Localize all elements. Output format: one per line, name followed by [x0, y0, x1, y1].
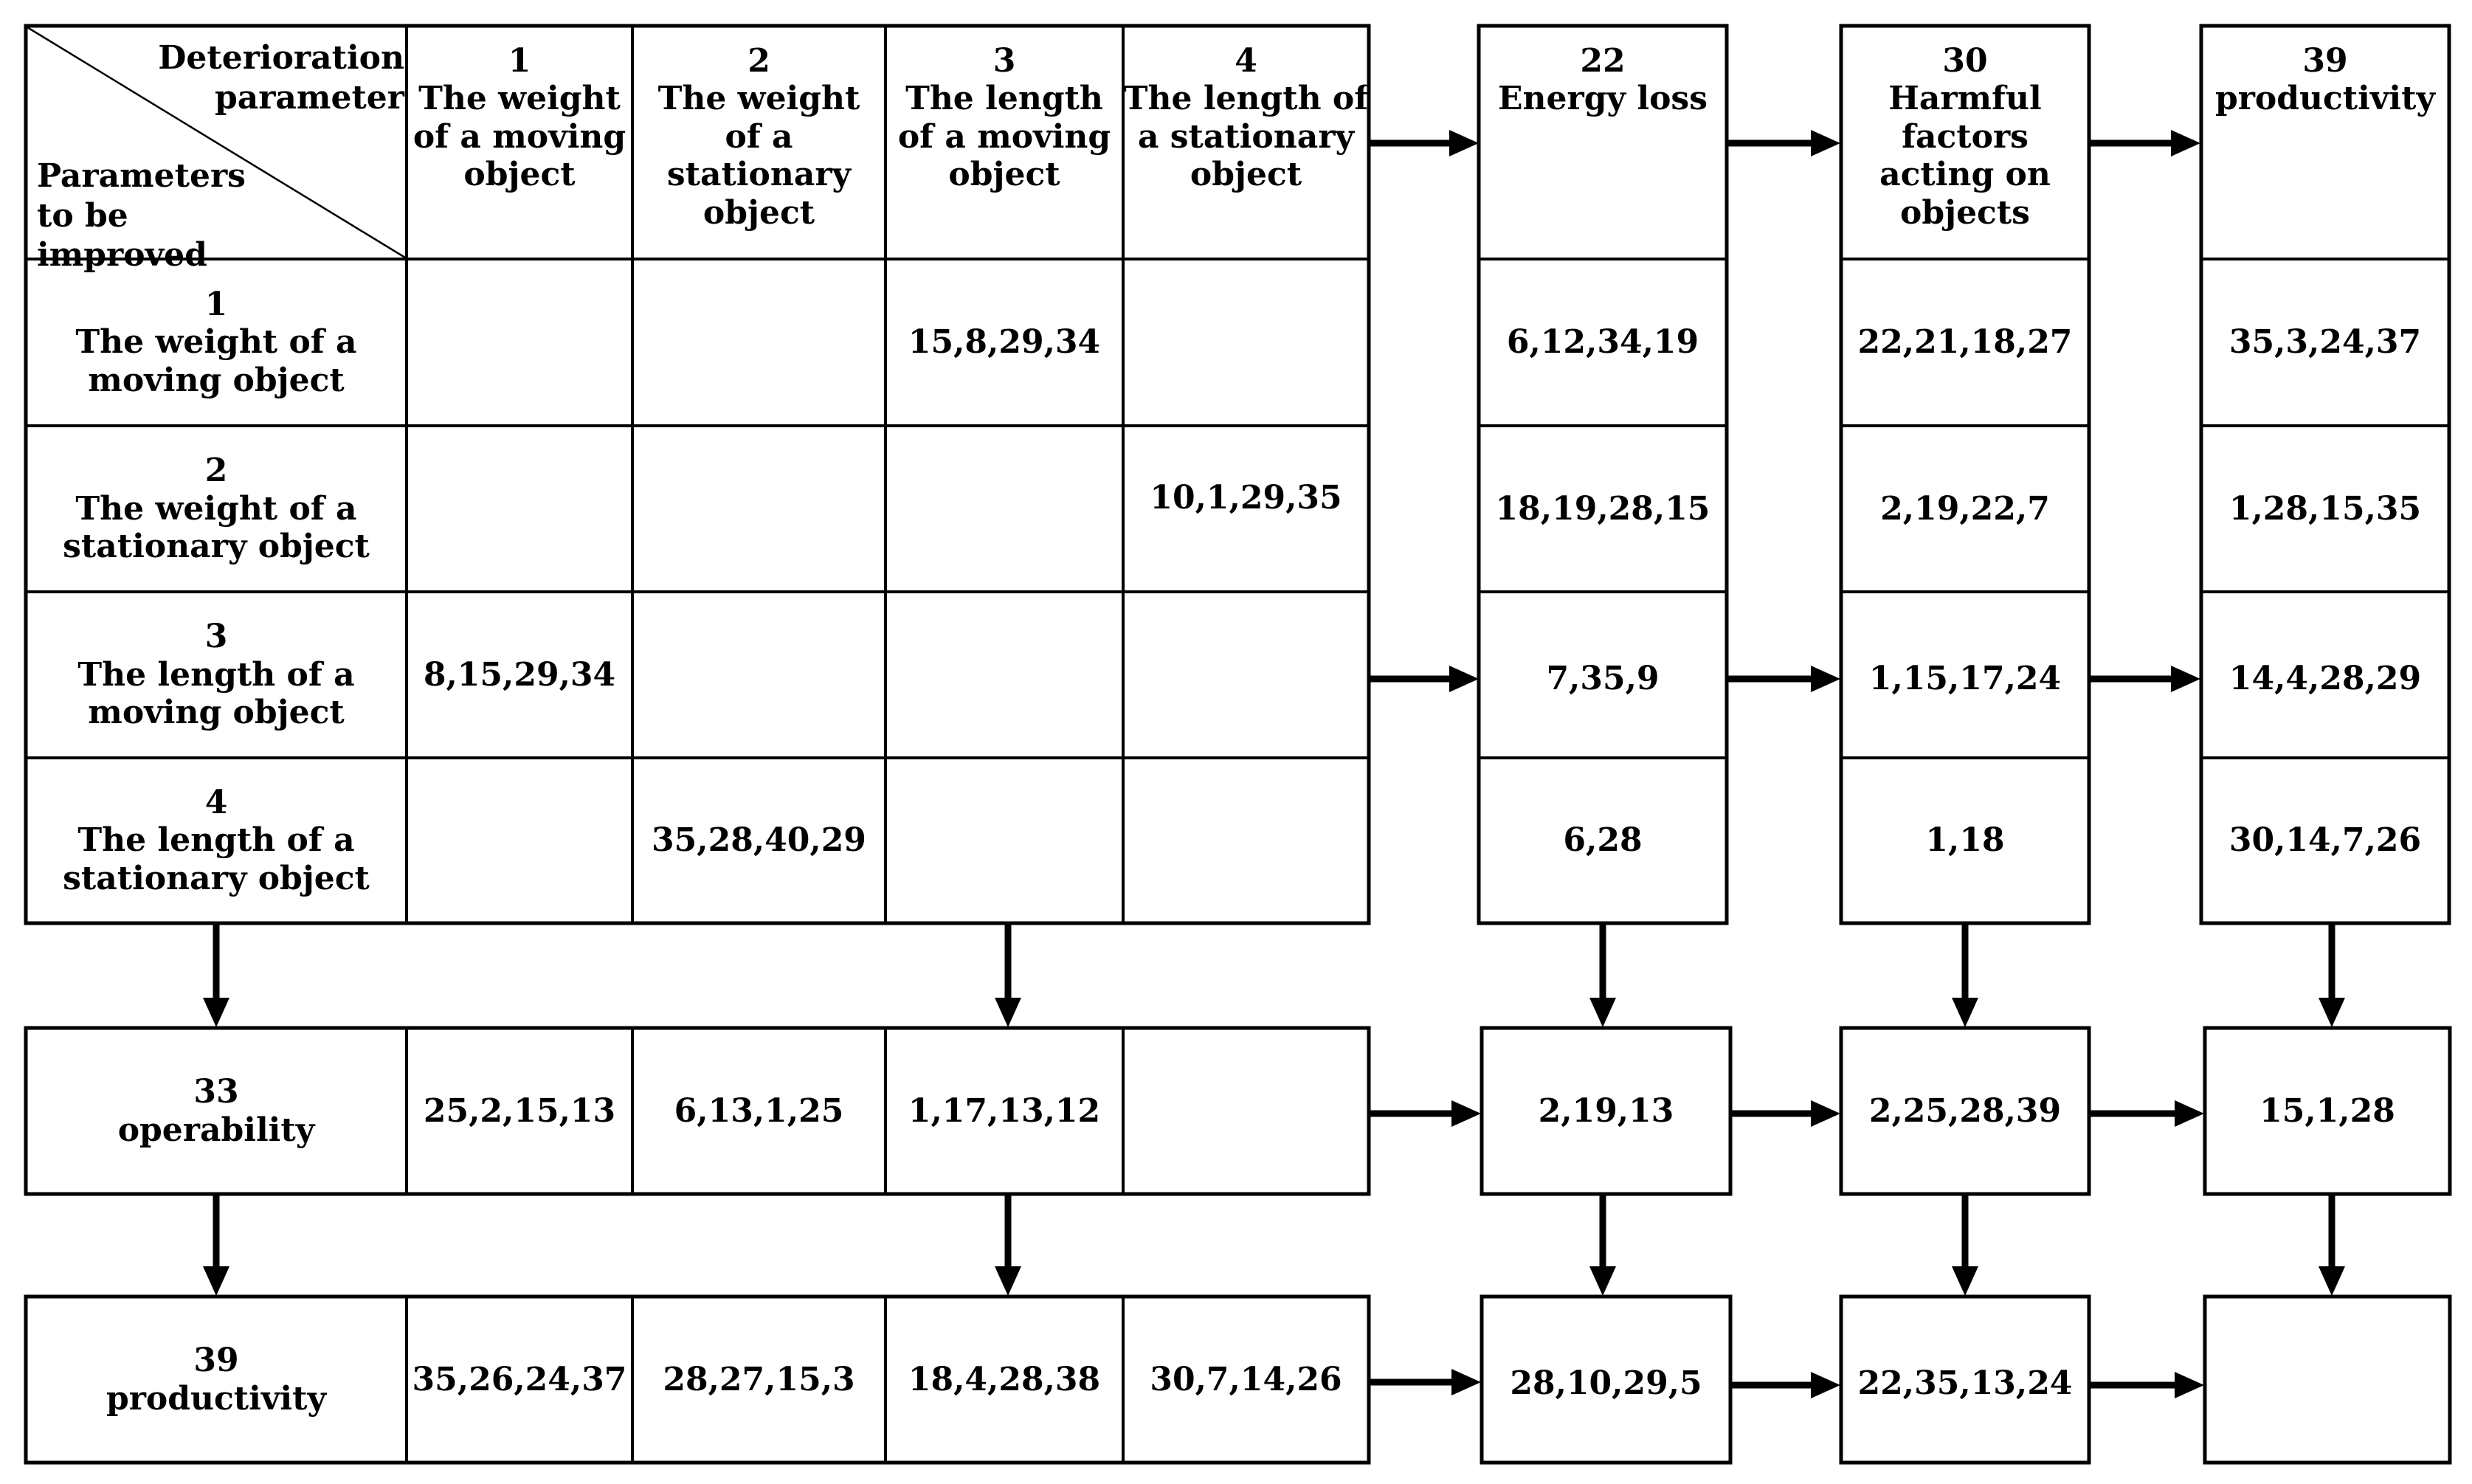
matrix-cell: 18,4,28,38	[908, 1360, 1101, 1398]
column-header-name: Harmful factors acting on objects	[1879, 80, 2051, 232]
arrow-down-icon	[203, 1195, 229, 1296]
row-label-number: 3	[204, 618, 228, 656]
arrow-right-icon	[2091, 130, 2200, 156]
matrix-cell: 22,35,13,24	[1857, 1364, 2073, 1402]
arrow-right-icon	[1370, 130, 1479, 156]
row-label-number: 4	[204, 783, 228, 821]
arrow-down-icon	[1589, 1195, 1616, 1296]
row-label-4	[26, 758, 407, 923]
column-header-number: 30	[1942, 42, 1988, 80]
column-header-1	[407, 26, 632, 259]
column-header-name: The weight of a stationary object	[657, 80, 860, 232]
column-header-name: productivity	[2214, 80, 2436, 118]
arrow-down-icon	[2319, 1195, 2345, 1296]
column-header-30	[1841, 26, 2089, 259]
matrix-cell: 10,1,29,35	[1150, 478, 1342, 517]
matrix-cell: 14,4,28,29	[2228, 659, 2422, 697]
matrix-cell: 8,15,29,34	[423, 655, 616, 694]
arrow-right-icon	[2091, 666, 2200, 692]
row-label-name: The weight of a moving object	[75, 323, 357, 399]
column-header-3	[885, 26, 1123, 259]
arrow-right-icon	[1728, 666, 1840, 692]
row-label-number: 2	[204, 452, 228, 490]
matrix-cell: 35,26,24,37	[412, 1360, 627, 1398]
matrix-cell: 22,21,18,27	[1857, 323, 2073, 362]
arrow-right-icon	[1370, 1369, 1481, 1395]
arrow-right-icon	[1728, 130, 1840, 156]
arrow-right-icon	[2091, 1372, 2204, 1398]
arrow-down-icon	[995, 925, 1021, 1027]
matrix-cell: 2,25,28,39	[1868, 1091, 2062, 1130]
matrix-cell: 30,7,14,26	[1150, 1360, 1342, 1398]
column-header-4	[1123, 26, 1369, 259]
arrow-right-icon	[2091, 1100, 2204, 1127]
row-label-number: 39	[193, 1342, 239, 1380]
matrix-cell: 18,19,28,15	[1495, 489, 1710, 528]
matrix-cell: 6,28	[1563, 821, 1643, 860]
matrix-cell: 2,19,13	[1538, 1091, 1674, 1130]
column-header-number: 22	[1580, 42, 1626, 80]
column-header-2	[632, 26, 885, 259]
row-label-name: The length of a moving object	[77, 655, 355, 732]
matrix-cell: 15,8,29,34	[908, 323, 1101, 362]
row-label-number: 33	[193, 1073, 239, 1111]
arrow-right-icon	[1732, 1372, 1840, 1398]
corner-improve-label: Parameters to be improved	[37, 157, 246, 275]
matrix-cell: 35,28,40,29	[652, 821, 866, 860]
matrix-cell: 2,19,22,7	[1880, 489, 2050, 528]
matrix-cell: 6,12,34,19	[1506, 323, 1699, 362]
row-label-1	[26, 259, 407, 426]
row-label-number: 1	[204, 285, 228, 323]
column-header-39	[2201, 26, 2449, 259]
arrow-down-icon	[1952, 1195, 1978, 1296]
row-label-name: The weight of a stationary object	[63, 489, 370, 566]
matrix-cell: 28,10,29,5	[1510, 1364, 1702, 1402]
column-header-number: 39	[2302, 42, 2348, 80]
corner-deterioration-label: Deterioration parameter	[158, 39, 404, 117]
matrix-cell: 1,28,15,35	[2228, 489, 2422, 528]
arrow-down-icon	[1589, 925, 1616, 1027]
row-label-2	[26, 426, 407, 592]
matrix-cell: 1,17,13,12	[908, 1091, 1101, 1130]
row-label-33	[26, 1028, 407, 1194]
column-header-number: 2	[748, 42, 770, 80]
matrix-cell: 35,3,24,37	[2228, 323, 2422, 362]
arrow-right-icon	[1370, 1100, 1481, 1127]
row-label-name: The length of a stationary object	[63, 821, 370, 897]
arrow-down-icon	[995, 1195, 1021, 1296]
column-header-number: 4	[1235, 42, 1257, 80]
column-header-name: The weight of a moving object	[412, 80, 626, 194]
row-label-name: operability	[117, 1111, 315, 1149]
matrix-cell: 15,1,28	[2259, 1091, 2395, 1130]
matrix-cell: 7,35,9	[1546, 659, 1660, 697]
column-header-22	[1479, 26, 1727, 259]
matrix-cell: 28,27,15,3	[663, 1360, 855, 1398]
column-header-name: The length of a moving object	[897, 80, 1111, 194]
column-header-name: Energy loss	[1498, 80, 1708, 118]
arrow-down-icon	[203, 925, 229, 1027]
column-header-name: The length of a stationary object	[1123, 80, 1369, 194]
matrix-cell: 1,15,17,24	[1868, 659, 2062, 697]
row-label-39	[26, 1297, 407, 1463]
column-header-number: 3	[992, 42, 1016, 80]
arrow-right-icon	[1732, 1100, 1840, 1127]
matrix-cell: 30,14,7,26	[2228, 821, 2422, 860]
matrix-cell: 25,2,15,13	[423, 1091, 616, 1130]
row-label-3	[26, 592, 407, 758]
arrow-down-icon	[2319, 925, 2345, 1027]
arrow-down-icon	[1952, 925, 1978, 1027]
matrix-cell: 1,18	[1925, 821, 2005, 860]
matrix-cell: 6,13,1,25	[674, 1091, 844, 1130]
column-header-number: 1	[508, 42, 531, 80]
arrow-right-icon	[1370, 666, 1479, 692]
row-label-name: productivity	[106, 1379, 327, 1418]
